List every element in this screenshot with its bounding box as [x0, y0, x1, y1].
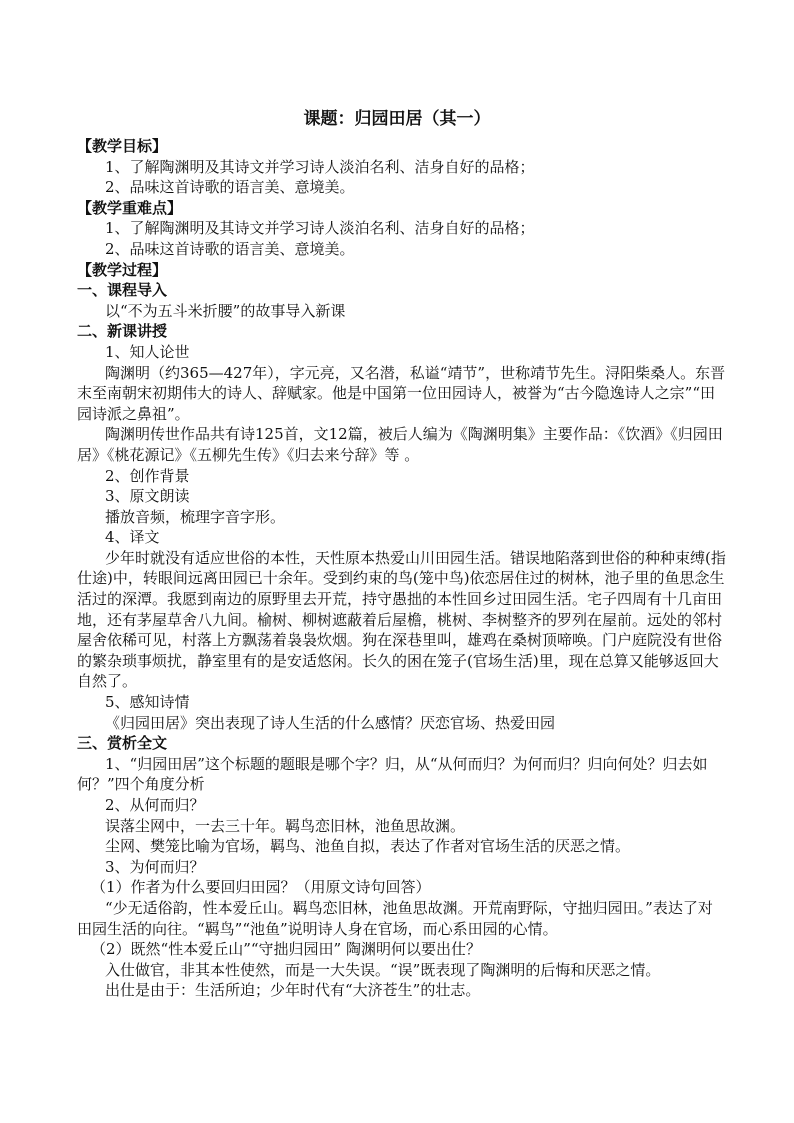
section-heading: 一、课程导入 — [77, 281, 168, 300]
body-line: 误落尘网中，一去三十年。羁鸟恋旧林，池鱼思故渊。 — [105, 816, 466, 835]
body-line: 1、知人论世 — [105, 342, 190, 361]
body-line: 3、原文朗读 — [105, 487, 190, 506]
body-paragraph: “少无适俗韵，性本爱丘山。羁鸟恋旧林，池鱼思故渊。开荒南野际，守拙归园田。”表达了对田园生活的向往。“羁鸟”“池鱼”说明诗人身在官场，而心系田园的心情。 — [77, 898, 713, 938]
body-line: 播放音频，梳理字音字形。 — [105, 507, 286, 526]
section-heading: 二、新课讲授 — [77, 322, 168, 341]
body-line: 2、品味这首诗歌的语言美、意境美。 — [105, 239, 355, 258]
body-line: 2、创作背景 — [105, 466, 190, 485]
body-line: 以“不为五斗米折腰”的故事导入新课 — [105, 301, 346, 320]
body-line: 入仕做官，非其本性使然，而是一大失误。“误”既表现了陶渊明的后悔和厌恶之情。 — [105, 960, 661, 979]
body-line: 尘网、樊笼比喻为官场，羁鸟、池鱼自拟，表达了作者对官场生活的厌恶之情。 — [105, 837, 631, 856]
body-paragraph: 陶渊明传世作品共有诗125首，文12篇，被后人编为《陶渊明集》主要作品：《饮酒》《归园田居》《桃花源记》《五柳先生传》《归去来兮辞》等 。 — [77, 425, 723, 464]
page-title: 课题：归园田居（其一） — [303, 109, 491, 129]
body-line: 2、品味这首诗歌的语言美、意境美。 — [105, 178, 355, 197]
body-paragraph: 陶渊明（约365—427年），字元亮，又名潜，私谥“靖节”，世称靖节先生。浔阳柴桑人。东晋末至南朝宋初期伟大的诗人、辞赋家。他是中国第一位田园诗人，被誉为“古今隐逸诗人之宗”“田园诗派之鼻祖”。 — [77, 363, 726, 423]
body-line: 5、感知诗情 — [105, 693, 190, 712]
body-paragraph: 少年时就没有适应世俗的本性，天性原本热爱山川田园生活。错误地陷落到世俗的种种束缚(指仕途)中，转眼间远离田园已十余年。受到约束的鸟(笼中鸟)依恋居住过的树林，池子里的鱼思念生活过的深潭。我愿到南边的原野里去开荒，持守愚拙的本性回乡过田园生活。宅子四周有十几亩田地，还有茅屋草舍八九间。榆树、柳树遮蔽着后屋檐，桃树、李树整齐的罗列在屋前。远处的邻村屋舍依稀可见，村落上方飘荡着袅袅炊烟。狗在深巷里叫，雄鸡在桑树顶啼唤。门户庭院没有世俗的繁杂琐事烦扰，静室里有的是安适悠闲。长久的困在笼子(官场生活)里，现在总算又能够返回大自然了。 — [77, 548, 726, 691]
section-heading: 【教学重难点】 — [77, 198, 183, 217]
body-line: 4、译文 — [105, 528, 160, 547]
body-line: 2、从何而归？ — [105, 796, 205, 814]
body-line: 1、了解陶渊明及其诗文并学习诗人淡泊名利、洁身自好的品格； — [105, 219, 535, 238]
document-body — [77, 136, 727, 1001]
section-heading: 三、赏析全文 — [77, 734, 168, 753]
section-heading: 【教学过程】 — [77, 260, 168, 279]
body-line: 《归园田居》突出表现了诗人生活的什么感情？厌恋官场、热爱田园 — [105, 713, 556, 732]
body-line: 1、了解陶渊明及其诗文并学习诗人淡泊名利、洁身自好的品格； — [105, 157, 535, 176]
body-line: 出仕是由于：生活所迫；少年时代有“大济苍生”的壮志。 — [105, 981, 481, 1000]
body-line: 3、为何而归？ — [105, 857, 205, 876]
section-heading: 【教学目标】 — [77, 137, 168, 155]
body-line: （1）作者为什么要回归田园？（用原文诗句回答） — [91, 878, 431, 897]
body-line: （2）既然“性本爱丘山”“守拙归园田” 陶渊明何以要出仕？ — [91, 940, 481, 959]
body-paragraph: 1、“归园田居”这个标题的题眼是哪个字？归，从“从何而归？为何而归？归向何处？归去如何？”四个角度分析 — [77, 754, 708, 794]
